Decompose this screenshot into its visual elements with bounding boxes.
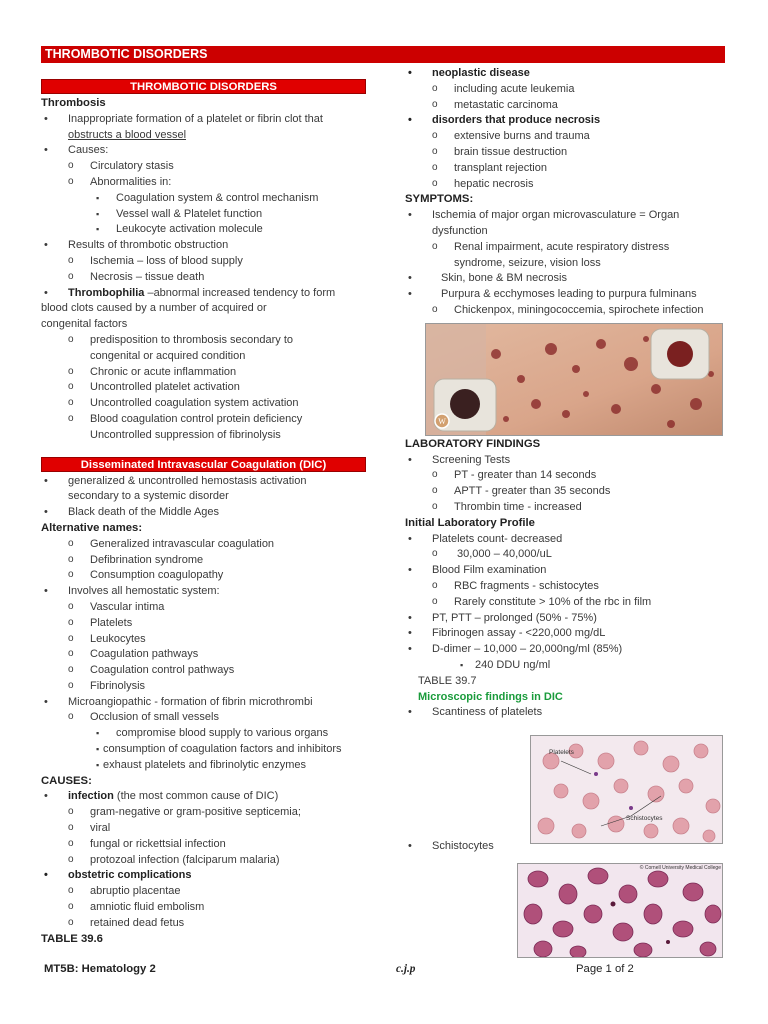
list-item: o RBC fragments - schistocytes xyxy=(405,579,725,595)
footer-page-number: Page 1 of 2 xyxy=(576,963,634,975)
term-thrombophilia: Thrombophilia xyxy=(68,286,145,299)
photo-logo: W xyxy=(438,417,446,426)
list-item: o Abnormalities in: xyxy=(41,175,366,191)
list-item: • Fibrinogen assay - <220,000 mg/dL xyxy=(405,626,725,642)
micrograph-caption: © Cornell University Medical College xyxy=(639,865,721,871)
platelets-micrograph-graphic xyxy=(531,736,723,844)
list-item: o viral xyxy=(41,821,366,837)
list-item: • Schistocytes xyxy=(405,839,725,855)
list-item: • Black death of the Middle Ages xyxy=(41,505,366,521)
list-item: o APTT - greater than 35 seconds xyxy=(405,484,725,500)
page-title-bar: THROMBOTIC DISORDERS xyxy=(41,46,725,63)
heading-initial-profile: Initial Laboratory Profile xyxy=(405,516,535,529)
list-item-continuation: secondary to a systemic disorder xyxy=(68,490,229,503)
list-item xyxy=(41,789,366,805)
heading-laboratory-findings: LABORATORY FINDINGS xyxy=(405,437,541,450)
section-header-dic: Disseminated Intravascular Coagulation (DIC) xyxy=(41,457,366,472)
schistocytes-micrograph xyxy=(517,863,723,958)
list-item: o Coagulation control pathways xyxy=(41,663,366,679)
list-item: o retained dead fetus xyxy=(41,916,366,932)
list-item: • disorders that produce necrosis xyxy=(405,113,725,129)
list-item: o Uncontrolled platelet activation xyxy=(41,380,366,396)
list-item-continuation: blood clots caused by a number of acquired or xyxy=(41,302,267,315)
list-item: ▪ 240 DDU ng/ml xyxy=(405,658,725,674)
table-reference: TABLE 39.7 xyxy=(418,674,477,687)
list-item: o extensive burns and trauma xyxy=(405,129,725,145)
list-item: • Ischemia of major organ microvasculature = Organ xyxy=(405,208,725,224)
list-item: • Microangiopathic - formation of fibrin microthrombi xyxy=(41,695,366,711)
list-item: • generalized & uncontrolled hemostasis activation xyxy=(41,474,366,490)
heading-microscopic-findings: Microscopic findings in DIC xyxy=(418,690,563,703)
list-item: • obstetric complications xyxy=(41,868,366,884)
list-item: • Results of thrombotic obstruction xyxy=(41,238,366,254)
section-header-thrombotic: THROMBOTIC DISORDERS xyxy=(41,79,366,94)
list-item: o brain tissue destruction xyxy=(405,145,725,161)
platelets-micrograph xyxy=(530,735,723,844)
list-item: • neoplastic disease xyxy=(405,66,725,82)
heading-thrombosis: Thrombosis xyxy=(41,97,106,109)
list-item: o Platelets xyxy=(41,616,366,632)
list-item: ▪ compromise blood supply to various organs xyxy=(41,726,366,742)
list-item: o gram-negative or gram-positive septicemia; xyxy=(41,805,366,821)
list-item: o protozoal infection (falciparum malaria) xyxy=(41,853,366,869)
list-item: o hepatic necrosis xyxy=(405,177,725,193)
heading-symptoms: SYMPTOMS: xyxy=(405,193,474,206)
list-item: o amniotic fluid embolism xyxy=(41,900,366,916)
list-item: • Inappropriate formation of a platelet or fibrin clot that xyxy=(41,112,366,128)
list-item: ▪ Vessel wall & Platelet function xyxy=(41,207,366,223)
list-item-continuation: congenital or acquired condition xyxy=(90,349,246,362)
list-item: • PT, PTT – prolonged (50% - 75%) xyxy=(405,611,725,627)
list-item: o abruptio placentae xyxy=(41,884,366,900)
heading-causes: CAUSES: xyxy=(41,774,92,787)
footer-author: c.j.p xyxy=(396,963,416,975)
list-item: o Coagulation pathways xyxy=(41,647,366,663)
list-item: • Involves all hemostatic system: xyxy=(41,584,366,600)
list-item: o fungal or rickettsial infection xyxy=(41,837,366,853)
list-item-continuation: dysfunction xyxy=(432,224,488,237)
list-item-continuation: Uncontrolled suppression of fibrinolysis xyxy=(90,428,281,441)
table-reference: TABLE 39.6 xyxy=(41,932,103,945)
purpura-photo-graphic xyxy=(426,324,723,436)
list-item-continuation: congenital factors xyxy=(41,318,128,331)
definition-text: –abnormal increased tendency to form xyxy=(144,286,336,299)
list-item: o Consumption coagulopathy xyxy=(41,568,366,584)
schistocytes-micrograph-graphic xyxy=(518,864,723,958)
heading-alternative-names: Alternative names: xyxy=(41,521,143,534)
list-item: o Renal impairment, acute respiratory distress xyxy=(405,240,725,256)
list-item-continuation: obstructs a blood vessel xyxy=(68,128,187,141)
list-item: • Purpura & ecchymoses leading to purpura fulminans xyxy=(405,287,725,303)
list-item-continuation: syndrome, seizure, vision loss xyxy=(454,256,601,269)
list-item: o Blood coagulation control protein deficiency xyxy=(41,412,366,428)
list-item: ▪ Leukocyte activation molecule xyxy=(41,222,366,238)
list-item: o Thrombin time - increased xyxy=(405,500,725,516)
list-item: ▪ exhaust platelets and fibrinolytic enzymes xyxy=(41,758,366,774)
list-item: • Screening Tests xyxy=(405,453,725,469)
list-item: o Vascular intima xyxy=(41,600,366,616)
micrograph-label-schistocytes: Schistocytes xyxy=(626,815,663,822)
list-item: o transplant rejection xyxy=(405,161,725,177)
list-item: o Occlusion of small vessels xyxy=(41,710,366,726)
list-item: o Ischemia – loss of blood supply xyxy=(41,254,366,270)
term-infection: infection xyxy=(68,790,114,803)
purpura-photo xyxy=(425,323,723,436)
micrograph-label-platelets: Platelets xyxy=(549,749,574,756)
list-item: • Scantiness of platelets xyxy=(405,705,725,721)
list-item: o metastatic carcinoma xyxy=(405,98,725,114)
list-item: o Fibrinolysis xyxy=(41,679,366,695)
list-item: o Leukocytes xyxy=(41,632,366,648)
list-item xyxy=(41,286,366,302)
list-item: o Circulatory stasis xyxy=(41,159,366,175)
list-item: ▪ consumption of coagulation factors and inhibitors xyxy=(41,742,366,758)
list-item: o predisposition to thrombosis secondary to xyxy=(41,333,366,349)
list-item: • Platelets count- decreased xyxy=(405,532,725,548)
list-item: o PT - greater than 14 seconds xyxy=(405,468,725,484)
list-item: o Defibrination syndrome xyxy=(41,553,366,569)
list-item: o Chronic or acute inflammation xyxy=(41,365,366,381)
list-item: • Causes: xyxy=(41,143,366,159)
list-item: ▪ Coagulation system & control mechanism xyxy=(41,191,366,207)
list-item: • Skin, bone & BM necrosis xyxy=(405,271,725,287)
list-item: o Uncontrolled coagulation system activation xyxy=(41,396,366,412)
list-item: • Blood Film examination xyxy=(405,563,725,579)
list-item: o Chickenpox, miningococcemia, spirochete infection xyxy=(405,303,725,319)
list-item: o Rarely constitute > 10% of the rbc in film xyxy=(405,595,725,611)
list-item: o Generalized intravascular coagulation xyxy=(41,537,366,553)
list-item: o 30,000 – 40,000/uL xyxy=(405,547,725,563)
definition-text: (the most common cause of DIC) xyxy=(113,790,279,803)
list-item: o Necrosis – tissue death xyxy=(41,270,366,286)
list-item: o including acute leukemia xyxy=(405,82,725,98)
left-column xyxy=(41,79,366,947)
list-item: • D-dimer – 10,000 – 20,000ng/ml (85%) xyxy=(405,642,725,658)
footer-course: MT5B: Hematology 2 xyxy=(44,963,156,975)
